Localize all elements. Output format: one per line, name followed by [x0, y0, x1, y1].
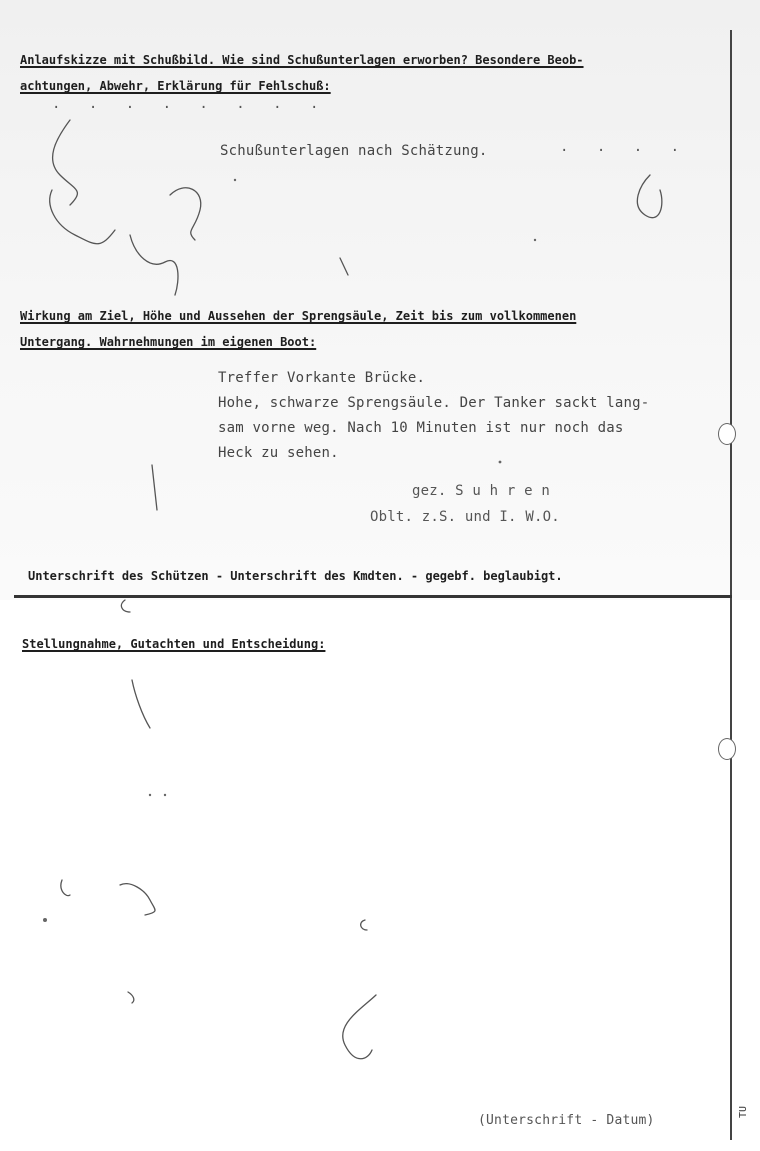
margin-mark: TU [738, 1105, 749, 1118]
leader-dots: . . . . [560, 139, 690, 155]
section2-line-1: Treffer Vorkante Brücke. [218, 370, 426, 386]
section2-heading-line1: Wirkung am Ziel, Höhe und Aussehen der Sprengsäule, Zeit bis zum vollkommenen [20, 309, 577, 323]
signature-date-label: (Unterschrift - Datum) [478, 1113, 655, 1128]
signature-name: gez. S u h r e n [412, 483, 551, 499]
section1-heading-line2: achtungen, Abwehr, Erklärung für Fehlschuß: [20, 79, 331, 93]
signature-row: Unterschrift des Schützen - Unterschrift des Kmdten. - gegebf. beglaubigt. [28, 569, 563, 583]
punch-hole [718, 423, 736, 445]
leader-dots: . . . . . . . . [52, 96, 329, 112]
section2-heading-line2: Untergang. Wahrnehmungen im eigenen Boot: [20, 335, 317, 349]
section1-heading-line1: Anlaufskizze mit Schußbild. Wie sind Schußunterlagen erworben? Besondere Beob- [20, 53, 584, 67]
section2-line-2: Hohe, schwarze Sprengsäule. Der Tanker sackt lang- [218, 395, 650, 411]
right-margin-rule [730, 30, 732, 1140]
section2-line-3: sam vorne weg. Nach 10 Minuten ist nur noch das [218, 420, 624, 436]
section-divider [14, 595, 732, 598]
section2-line-4: Heck zu sehen. [218, 445, 339, 461]
signature-rank: Oblt. z.S. und I. W.O. [370, 509, 560, 525]
punch-hole [718, 738, 736, 760]
section1-text: Schußunterlagen nach Schätzung. [220, 143, 488, 159]
section3-heading: Stellungnahme, Gutachten und Entscheidung: [22, 637, 326, 651]
